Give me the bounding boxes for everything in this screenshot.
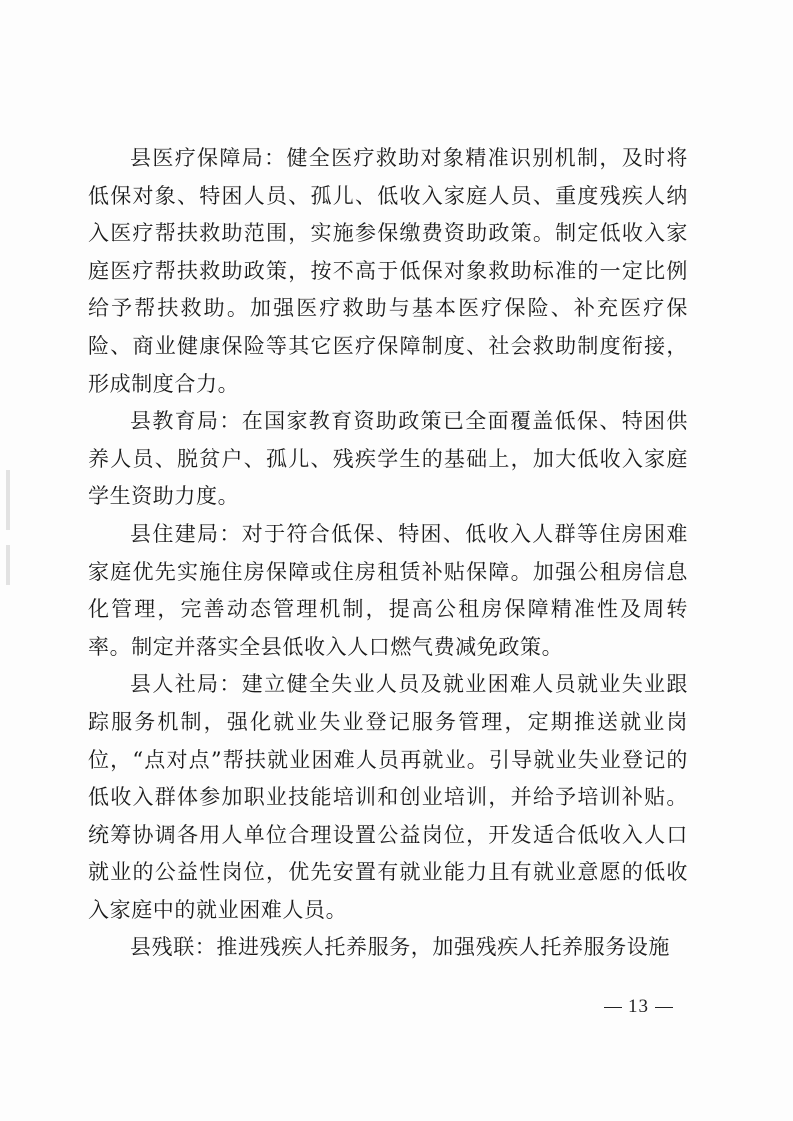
page-number	[598, 996, 679, 1018]
paragraph-human-resources-bureau: 县人社局：建立健全失业人员及就业困难人员就业失业跟踪服务机制，强化就业失业登记服务管理，定期推送就业岗位，“点对点”帮扶就业困难人员再就业。引导就业失业登记的低收入群体参加职业技能培训和创业培训，并给予培训补贴。统筹协调各用人单位合理设置公益岗位，开发适合低收入人口就业的公益性岗位，优先安置有就业能力且有就业意愿的低收入家庭中的就业困难人员。	[88, 672, 688, 922]
document-body	[88, 140, 688, 967]
paragraph-disabled-persons-federation: 县残联：推进残疾人托养服务，加强残疾人托养服务设施	[130, 935, 670, 960]
page-number-right-dash	[655, 1007, 673, 1009]
paragraph-education-bureau: 县教育局：在国家教育资助政策已全面覆盖低保、特困供养人员、脱贫户、孤儿、残疾学生的基础上，加大低收入家庭学生资助力度。	[88, 409, 688, 509]
scan-edge-mark	[6, 545, 10, 585]
page-number-left-dash	[604, 1007, 622, 1009]
paragraph-medical-security-bureau: 县医疗保障局：健全医疗救助对象精准识别机制，及时将低保对象、特困人员、孤儿、低收入家庭人员、重度残疾人纳入医疗帮扶救助范围，实施参保缴费资助政策。制定低收入家庭医疗帮扶救助政策，按不高于低保对象救助标准的一定比例给予帮扶救助。加强医疗救助与基本医疗保险、补充医疗保险、商业健康保险等其它医疗保障制度、社会救助制度衔接，形成制度合力。	[88, 146, 688, 396]
scan-edge-mark	[6, 470, 10, 530]
paragraph-housing-bureau: 县住建局：对于符合低保、特困、低收入人群等住房困难家庭优先实施住房保障或住房租赁补贴保障。加强公租房信息化管理，完善动态管理机制，提高公租房保障精准性及周转率。制定并落实全县低收入人口燃气费减免政策。	[88, 521, 688, 659]
page-number-value: 13	[628, 996, 649, 1017]
